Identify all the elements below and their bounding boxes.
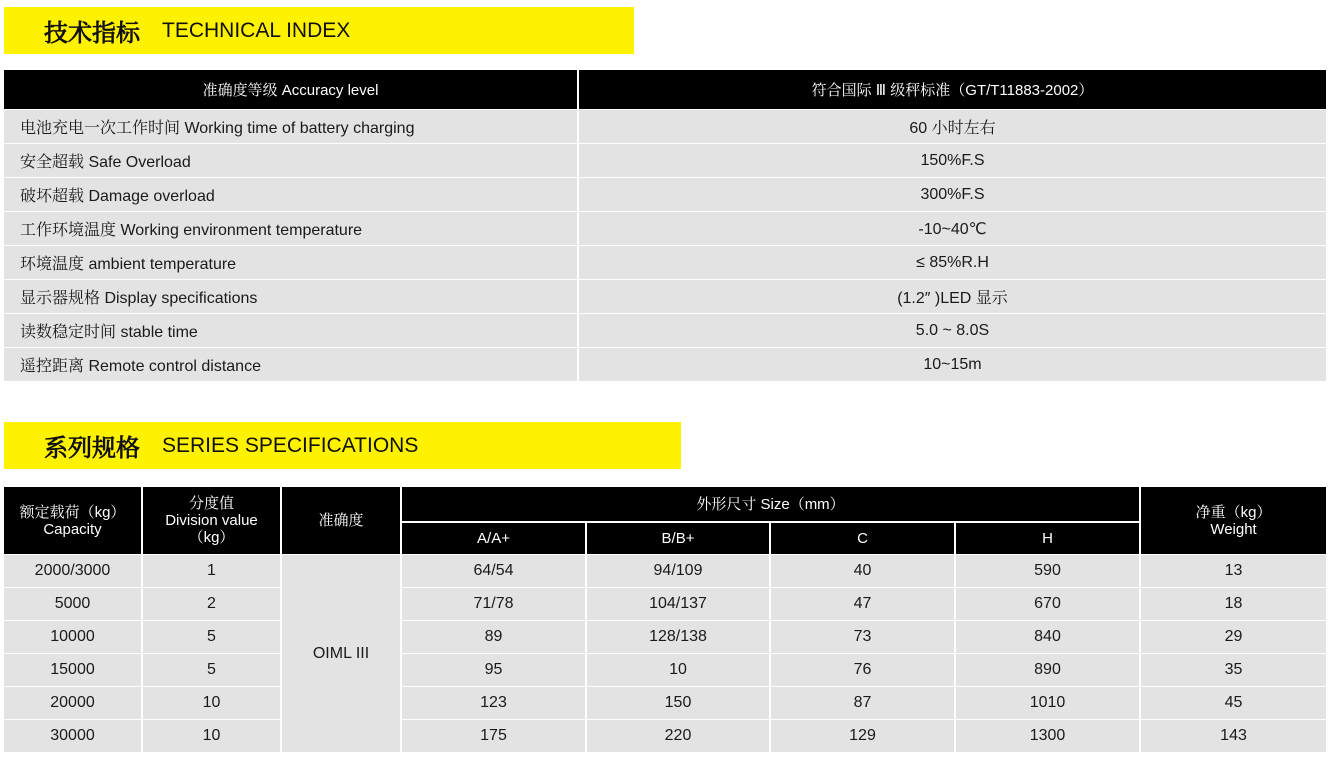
spec-value: 300%F.S bbox=[579, 177, 1326, 211]
size-c-cell: 73 bbox=[771, 620, 956, 653]
size-c-cell: 87 bbox=[771, 686, 956, 719]
spec-label: 安全超载 Safe Overload bbox=[4, 143, 579, 177]
table-row bbox=[4, 347, 1326, 381]
weight-cell: 18 bbox=[1141, 587, 1326, 620]
size-a-cell: 71/78 bbox=[402, 587, 587, 620]
table-row bbox=[4, 109, 1326, 143]
size-b-cell: 150 bbox=[587, 686, 771, 719]
technical-index-banner bbox=[4, 7, 634, 54]
size-a-cell: 95 bbox=[402, 653, 587, 686]
capacity-header-zh: 额定载荷（kg） bbox=[19, 503, 126, 521]
accuracy-header: 准确度 bbox=[282, 487, 402, 554]
division-cell: 1 bbox=[143, 554, 282, 587]
size-a-cell: 175 bbox=[402, 719, 587, 752]
spec-label: 工作环境温度 Working environment temperature bbox=[4, 211, 579, 245]
weight-header-en: Weight bbox=[1210, 520, 1257, 538]
table-row bbox=[4, 313, 1326, 347]
division-cell: 5 bbox=[143, 653, 282, 686]
table-row bbox=[4, 177, 1326, 211]
spec-value: (1.2″ )LED 显示 bbox=[579, 279, 1326, 313]
series-specifications-table bbox=[4, 487, 1326, 752]
size-h-cell: 670 bbox=[956, 587, 1141, 620]
size-a-cell: 89 bbox=[402, 620, 587, 653]
table-row bbox=[4, 653, 1326, 686]
size-b-cell: 128/138 bbox=[587, 620, 771, 653]
division-cell: 10 bbox=[143, 686, 282, 719]
size-c-cell: 47 bbox=[771, 587, 956, 620]
series-specifications-title-zh: 系列规格 bbox=[44, 434, 140, 462]
accuracy-cell: OIML III bbox=[282, 554, 402, 752]
spec-label: 读数稳定时间 stable time bbox=[4, 313, 579, 347]
division-cell: 2 bbox=[143, 587, 282, 620]
spec-value: 10~15m bbox=[579, 347, 1326, 381]
capacity-cell: 20000 bbox=[4, 686, 143, 719]
table-row bbox=[4, 143, 1326, 177]
series-specifications-title-en: SERIES SPECIFICATIONS bbox=[162, 433, 419, 457]
table-row bbox=[4, 245, 1326, 279]
technical-index-title-zh: 技术指标 bbox=[44, 19, 140, 47]
table-row bbox=[4, 686, 1326, 719]
division-header-zh: 分度值 bbox=[188, 495, 234, 512]
size-c-cell: 40 bbox=[771, 554, 956, 587]
size-b-cell: 94/109 bbox=[587, 554, 771, 587]
weight-header-zh: 净重（kg） bbox=[1195, 503, 1272, 521]
spec-label: 显示器规格 Display specifications bbox=[4, 279, 579, 313]
size-b-header: B/B+ bbox=[587, 521, 771, 554]
spec-label: 电池充电一次工作时间 Working time of battery charging bbox=[4, 109, 579, 143]
size-c-cell: 76 bbox=[771, 653, 956, 686]
weight-cell: 35 bbox=[1141, 653, 1326, 686]
division-cell: 10 bbox=[143, 719, 282, 752]
division-cell: 5 bbox=[143, 620, 282, 653]
size-h-cell: 840 bbox=[956, 620, 1141, 653]
weight-cell: 45 bbox=[1141, 686, 1326, 719]
weight-header bbox=[1141, 487, 1326, 554]
weight-cell: 13 bbox=[1141, 554, 1326, 587]
table-row bbox=[4, 554, 1326, 587]
size-c-header: C bbox=[771, 521, 956, 554]
size-b-cell: 220 bbox=[587, 719, 771, 752]
size-h-cell: 590 bbox=[956, 554, 1141, 587]
weight-cell: 143 bbox=[1141, 719, 1326, 752]
size-a-header: A/A+ bbox=[402, 521, 587, 554]
division-header bbox=[143, 487, 282, 554]
size-a-cell: 123 bbox=[402, 686, 587, 719]
capacity-header bbox=[4, 487, 143, 554]
spec-label: 环境温度 ambient temperature bbox=[4, 245, 579, 279]
capacity-header-en: Capacity bbox=[43, 520, 102, 538]
capacity-cell: 2000/3000 bbox=[4, 554, 143, 587]
spec-value: 150%F.S bbox=[579, 143, 1326, 177]
capacity-cell: 30000 bbox=[4, 719, 143, 752]
division-header-en: Division value bbox=[165, 512, 258, 529]
division-header-unit: （kg） bbox=[188, 529, 235, 546]
spec-value: 5.0 ~ 8.0S bbox=[579, 313, 1326, 347]
table-row bbox=[4, 211, 1326, 245]
table-row bbox=[4, 620, 1326, 653]
technical-index-title-en: TECHNICAL INDEX bbox=[162, 18, 351, 42]
series-specifications-banner bbox=[4, 422, 681, 469]
accuracy-level-header: 准确度等级 Accuracy level bbox=[4, 70, 579, 109]
spec-value: ≤ 85%R.H bbox=[579, 245, 1326, 279]
spec-value: -10~40℃ bbox=[579, 211, 1326, 245]
size-c-cell: 129 bbox=[771, 719, 956, 752]
size-h-cell: 1010 bbox=[956, 686, 1141, 719]
size-h-header: H bbox=[956, 521, 1141, 554]
spec-label: 遥控距离 Remote control distance bbox=[4, 347, 579, 381]
spec-value: 60 小时左右 bbox=[579, 109, 1326, 143]
size-b-cell: 104/137 bbox=[587, 587, 771, 620]
accuracy-standard-header: 符合国际 Ⅲ 级秤标准（GT/T11883-2002） bbox=[579, 70, 1326, 109]
size-b-cell: 10 bbox=[587, 653, 771, 686]
size-h-cell: 890 bbox=[956, 653, 1141, 686]
table-row bbox=[4, 719, 1326, 752]
technical-index-table bbox=[4, 70, 1326, 381]
size-header: 外形尺寸 Size（mm） bbox=[402, 487, 1141, 521]
table-header-row bbox=[4, 70, 1326, 109]
spec-label: 破坏超载 Damage overload bbox=[4, 177, 579, 211]
table-row bbox=[4, 279, 1326, 313]
table-row bbox=[4, 587, 1326, 620]
size-a-cell: 64/54 bbox=[402, 554, 587, 587]
capacity-cell: 15000 bbox=[4, 653, 143, 686]
table-header-row bbox=[4, 487, 1326, 521]
weight-cell: 29 bbox=[1141, 620, 1326, 653]
capacity-cell: 10000 bbox=[4, 620, 143, 653]
size-h-cell: 1300 bbox=[956, 719, 1141, 752]
capacity-cell: 5000 bbox=[4, 587, 143, 620]
